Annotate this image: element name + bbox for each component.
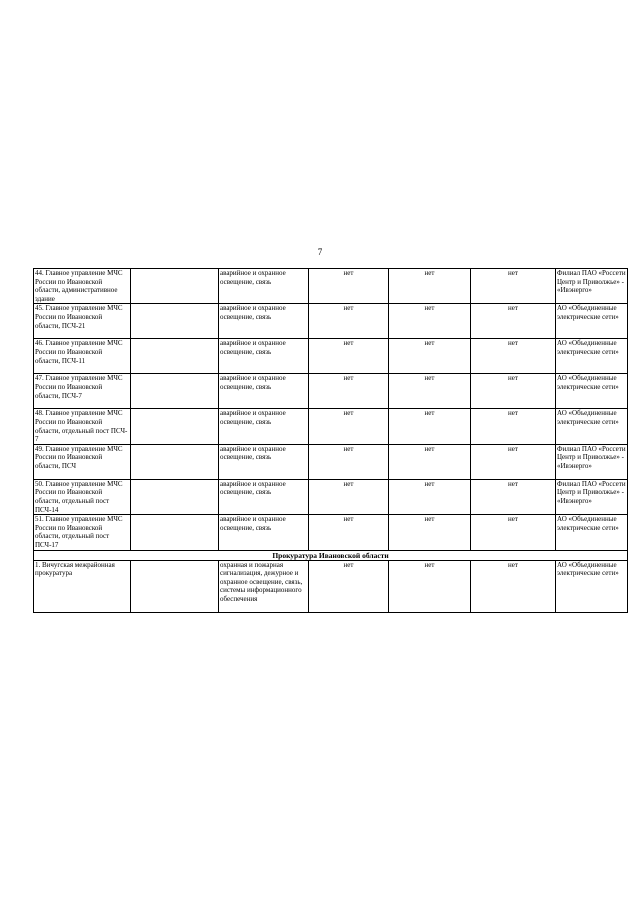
cell-value: нет [309, 409, 389, 444]
cell-consumers: аварийное и охранное освещение, связь [219, 269, 309, 304]
table-row [34, 409, 628, 444]
table-row [34, 444, 628, 479]
cell-value: нет [389, 304, 471, 339]
page-number: 7 [317, 247, 323, 257]
cell-value: нет [309, 515, 389, 550]
cell-organization: 47. Главное управление МЧС России по Ивановской области, ПСЧ-7 [34, 374, 131, 409]
cell-value: нет [309, 269, 389, 304]
cell-value: нет [309, 444, 389, 479]
cell-blank [131, 304, 219, 339]
cell-organization: 46. Главное управление МЧС России по Ивановской области, ПСЧ-11 [34, 339, 131, 374]
cell-supplier: Филиал ПАО «Россети Центр и Приволжье» - «Ивэнерго» [556, 479, 628, 514]
cell-value: нет [389, 479, 471, 514]
cell-value: нет [471, 409, 556, 444]
cell-blank [131, 374, 219, 409]
consumers-table [33, 268, 628, 613]
cell-consumers: аварийное и охранное освещение, связь [219, 409, 309, 444]
cell-supplier: АО «Объединенные электрические сети» [556, 339, 628, 374]
cell-value: нет [389, 444, 471, 479]
table-row [34, 304, 628, 339]
cell-consumers: аварийное и охранное освещение, связь [219, 479, 309, 514]
cell-value: нет [309, 304, 389, 339]
cell-blank [131, 479, 219, 514]
cell-value: нет [471, 374, 556, 409]
section-title: Прокуратура Ивановской области [34, 550, 628, 560]
cell-supplier: АО «Объединенные электрические сети» [556, 409, 628, 444]
cell-value: нет [309, 374, 389, 409]
cell-supplier: АО «Объединенные электрические сети» [556, 560, 628, 612]
table-row [34, 515, 628, 550]
cell-value: нет [309, 479, 389, 514]
cell-value: нет [471, 339, 556, 374]
cell-value: нет [471, 304, 556, 339]
cell-supplier: АО «Объединенные электрические сети» [556, 515, 628, 550]
cell-organization: 51. Главное управление МЧС России по Ивановской области, отдельный пост ПСЧ-17 [34, 515, 131, 550]
table-row [34, 269, 628, 304]
cell-organization: 44. Главное управление МЧС России по Ивановской области, административное здание [34, 269, 131, 304]
cell-consumers: аварийное и охранное освещение, связь [219, 339, 309, 374]
cell-blank [131, 269, 219, 304]
cell-value: нет [389, 515, 471, 550]
cell-blank [131, 409, 219, 444]
cell-blank [131, 560, 219, 612]
cell-consumers: аварийное и охранное освещение, связь [219, 444, 309, 479]
cell-value: нет [389, 374, 471, 409]
cell-blank [131, 339, 219, 374]
cell-consumers: охранная и пожарная сигнализация, дежурное и охранное освещение, связь, системы информационного обеспечения [219, 560, 309, 612]
cell-value: нет [471, 560, 556, 612]
cell-value: нет [309, 339, 389, 374]
cell-value: нет [471, 479, 556, 514]
cell-blank [131, 515, 219, 550]
section-header-row [34, 550, 628, 560]
cell-value: нет [471, 444, 556, 479]
table-row [34, 374, 628, 409]
cell-value: нет [471, 515, 556, 550]
cell-value: нет [389, 560, 471, 612]
cell-value: нет [389, 269, 471, 304]
cell-value: нет [389, 339, 471, 374]
table-row [34, 560, 628, 612]
cell-value: нет [309, 560, 389, 612]
table-row [34, 339, 628, 374]
cell-supplier: АО «Объединенные электрические сети» [556, 304, 628, 339]
cell-organization: 49. Главное управление МЧС России по Ивановской области, ПСЧ [34, 444, 131, 479]
cell-consumers: аварийное и охранное освещение, связь [219, 515, 309, 550]
cell-consumers: аварийное и охранное освещение, связь [219, 304, 309, 339]
cell-supplier: Филиал ПАО «Россети Центр и Приволжье» - «Ивэнерго» [556, 269, 628, 304]
table-row [34, 479, 628, 514]
cell-value: нет [471, 269, 556, 304]
cell-organization: 45. Главное управление МЧС России по Ивановской области, ПСЧ-21 [34, 304, 131, 339]
cell-consumers: аварийное и охранное освещение, связь [219, 374, 309, 409]
cell-blank [131, 444, 219, 479]
cell-organization: 48. Главное управление МЧС России по Ивановской области, отдельный пост ПСЧ- 7 [34, 409, 131, 444]
cell-supplier: АО «Объединенные электрические сети» [556, 374, 628, 409]
cell-supplier: Филиал ПАО «Россети Центр и Приволжье» - «Ивэнерго» [556, 444, 628, 479]
cell-organization: 1. Вичугская межрайонная прокуратура [34, 560, 131, 612]
cell-value: нет [389, 409, 471, 444]
cell-organization: 50. Главное управление МЧС России по Ивановской области, отдельный пост ПСЧ-14 [34, 479, 131, 514]
